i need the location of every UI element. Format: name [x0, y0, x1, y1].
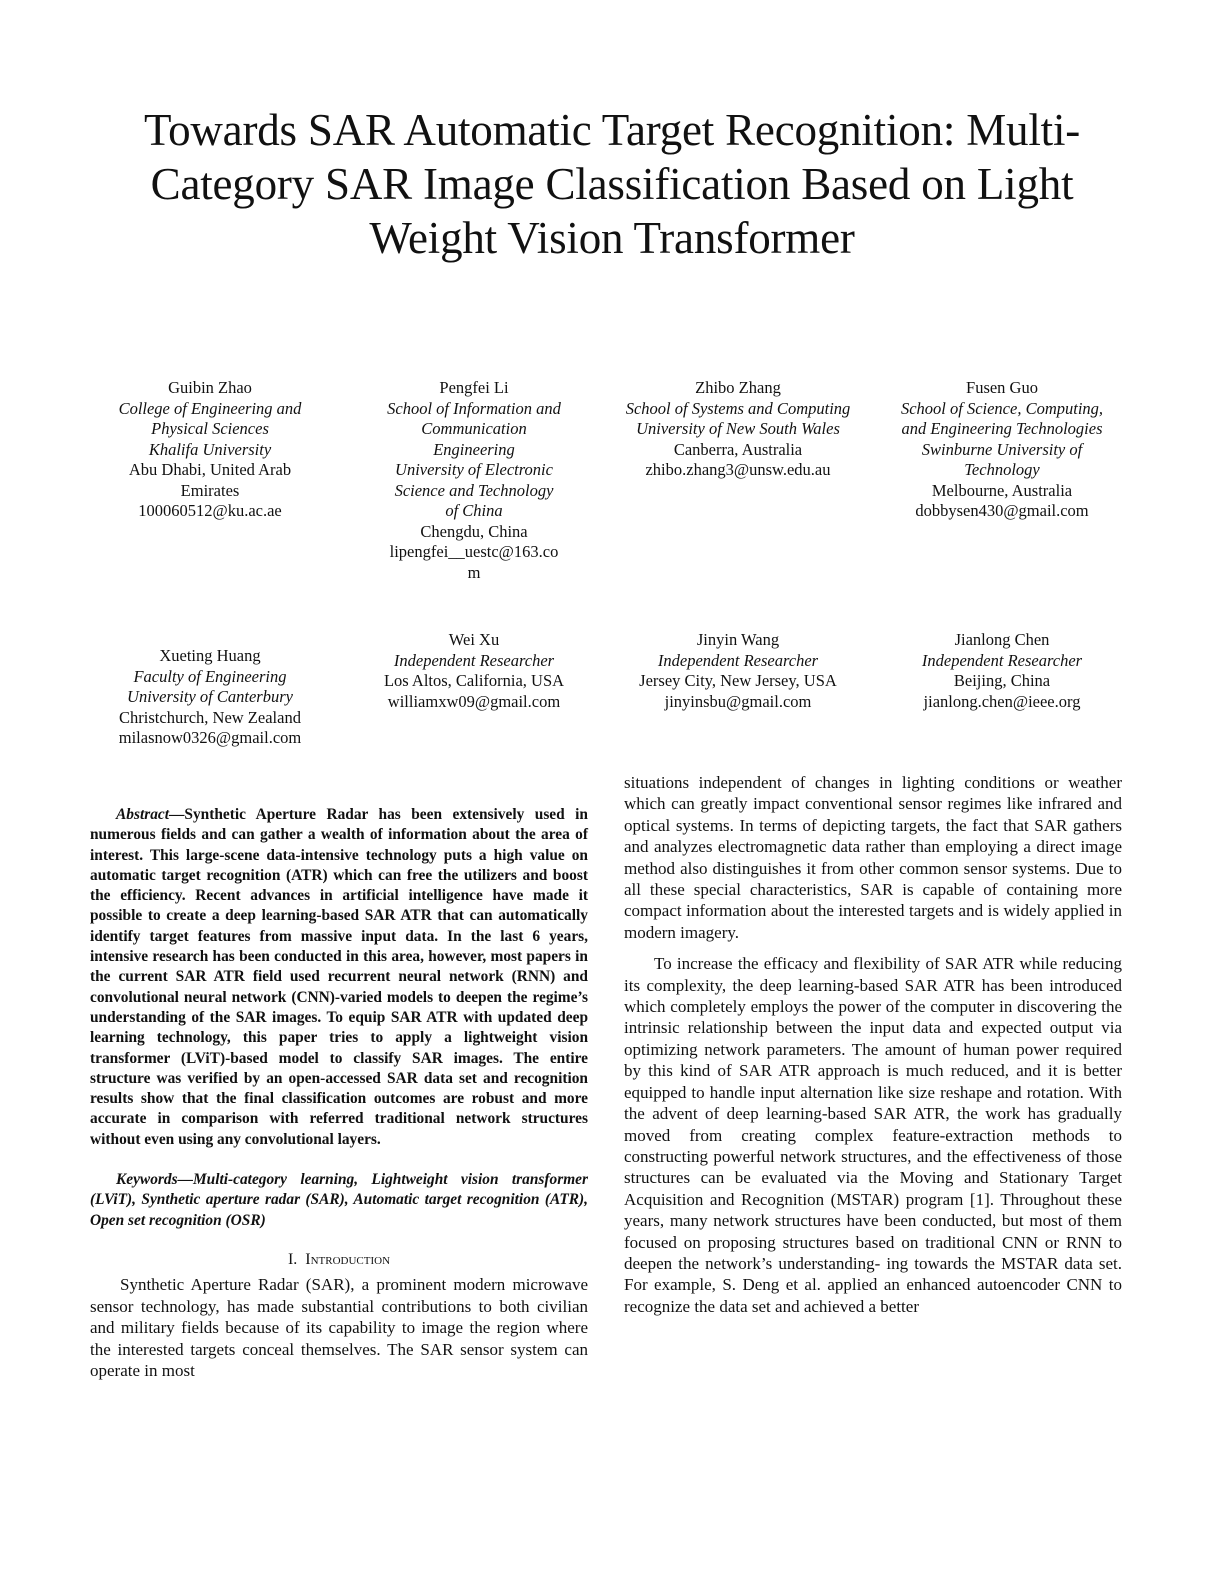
paper-title: Towards SAR Automatic Target Recognition: Multi-Category SAR Image Classification Based on Light Weight Vision Transformer [143, 105, 1081, 263]
author-affiliation: Independent Researcher [393, 650, 555, 670]
author-email: 100060512@ku.ac.ae [138, 501, 282, 520]
author-affiliation: Swinburne University of [921, 439, 1083, 459]
author-affiliation: School of Information and [387, 398, 561, 418]
author-block [354, 378, 594, 583]
author-block [608, 630, 868, 712]
author-email: zhibo.zhang3@unsw.edu.au [645, 460, 831, 479]
author-affiliation: Communication [421, 419, 527, 438]
author-email: williamxw09@gmail.com [387, 691, 561, 711]
author-affiliation: University of Electronic [395, 460, 553, 479]
author-block [608, 378, 868, 481]
body-paragraph: Synthetic Aperture Radar (SAR), a prominent modern microwave sensor technology, has made substantial contributions to both civilian and military fields because of its capability to image the region where the interested targets conceal themselves. The SAR sensor system can operate in most [90, 1275, 588, 1380]
author-affiliation: School of Science, Computing, [900, 398, 1104, 418]
author-name: Wei Xu [448, 630, 500, 649]
author-name: Fusen Guo [966, 378, 1038, 397]
author-name: Jinyin Wang [696, 630, 780, 649]
author-affiliation: Technology [964, 460, 1040, 479]
author-location: Beijing, China [953, 671, 1051, 690]
author-affiliation: of China [445, 501, 503, 520]
author-name: Jianlong Chen [954, 630, 1050, 649]
author-block [90, 378, 330, 522]
author-affiliation: and Engineering Technologies [901, 419, 1103, 438]
body-paragraph: situations independent of changes in lighting conditions or weather which can greatly impact conventional sensor regimes like infrared and optical systems. In terms of depicting targets, the fact that SAR gathers and analyzes electromagnetic data rather than employing a direct image method also distinguishes it from other common sensor systems. Due to all these special characteristics, SAR is capable of containing more compact information about the interested targets and is widely applied in modern imagery. [624, 773, 1122, 942]
author-name: Xueting Huang [159, 646, 261, 665]
author-affiliation: College of Engineering and [118, 398, 302, 418]
author-affiliation: School of Systems and Computing [625, 398, 851, 418]
left-column [90, 805, 588, 1381]
author-block [90, 646, 330, 749]
author-block [882, 630, 1122, 712]
author-name: Zhibo Zhang [695, 378, 781, 397]
author-location: Melbourne, Australia [931, 480, 1073, 500]
author-email: jinyinsbu@gmail.com [664, 691, 812, 711]
author-email: m [467, 562, 481, 582]
author-location: Christchurch, New Zealand [119, 707, 301, 727]
author-affiliation: University of New South Wales [636, 419, 840, 438]
author-email: jianlong.chen@ieee.org [923, 691, 1081, 711]
abstract [90, 805, 588, 1150]
abstract-label: Abstract [116, 806, 170, 823]
author-affiliation: University of Canterbury [127, 687, 293, 706]
author-location: Los Altos, California, USA [383, 671, 565, 690]
author-location: Jersey City, New Jersey, USA [639, 671, 837, 690]
author-affiliation: Engineering [433, 439, 515, 459]
author-email: milasnow0326@gmail.com [118, 728, 302, 747]
author-email: dobbysen430@gmail.com [915, 501, 1089, 520]
author-affiliation: Physical Sciences [151, 419, 269, 438]
section-number: I. [287, 1250, 298, 1268]
author-email: lipengfei__uestc@163.co [389, 542, 559, 561]
author-location: Emirates [180, 480, 240, 500]
body-paragraph: To increase the efficacy and flexibility of SAR ATR while reducing its complexity, the deep learning-based SAR ATR has been introduced which completely employs the power of the computer in discovering the intrinsic relationship between the input data and expected output via optimizing network parameters. The amount of human power required by this kind of SAR ATR approach is much reduced, and it is better equipped to handle input alternation like size reshape and rotation. With the advent of deep learning-based SAR ATR, the work has gradually moved from creating complex feature-extraction methods to constructing powerful network structures, and the effectiveness of those structures can be evaluated via the Moving and Stationary Target Acquisition and Recognition (MSTAR) program [1]. Throughout these years, many network structures have been conducted, but most of them focused on proposing structures based on traditional CNN or RNN to deepen the network’s understanding- ing towards the MSTAR data set. For example, S. Deng et al. applied an enhanced autoencoder CNN to recognize the data set and achieved a better [624, 954, 1122, 1316]
author-location: Canberra, Australia [673, 439, 803, 459]
author-block [882, 378, 1122, 522]
author-name: Pengfei Li [439, 378, 509, 397]
author-affiliation: Independent Researcher [921, 650, 1083, 670]
right-column [624, 772, 1122, 1317]
author-affiliation: Khalifa University [148, 439, 272, 459]
author-name: Guibin Zhao [168, 378, 252, 397]
author-affiliation: Faculty of Engineering [133, 666, 287, 686]
section-title: Introduction [305, 1250, 391, 1268]
author-location: Abu Dhabi, United Arab [128, 460, 292, 479]
section-heading [90, 1249, 588, 1270]
author-affiliation: Independent Researcher [657, 650, 819, 670]
abstract-text: —Synthetic Aperture Radar has been extensively used in numerous fields and can gather a wealth of information about the area of interest. This large-scene data-intensive technology puts a high value on automatic target recognition (ATR) which can free the utilizers and boost the efficiency. Recent advances in artificial intelligence have made it possible to create a deep learning-based SAR ATR that can automatically identify target features from massive input data. In the last 6 years, intensive research has been conducted in this area, however, most papers in the current SAR ATR field used recurrent neural network (RNN) and convolutional neural network (CNN)-varied models to deepen the regime’s understanding of the SAR images. To equip SAR ATR with updated deep learning technology, this paper tries to apply a lightweight vision transformer (LViT)-based model to classify SAR images. The entire structure was verified by an open-accessed SAR data set and recognition results show that the final classification outcomes are robust and more accurate in comparison with referred traditional network structures without even using any convolutional layers. [90, 806, 588, 1148]
author-affiliation: Science and Technology [394, 480, 554, 500]
author-block [354, 630, 594, 712]
author-location: Chengdu, China [420, 521, 528, 541]
keywords: Keywords—Multi-category learning, Lightweight vision transformer (LViT), Synthetic aperture radar (SAR), Automatic target recognition (ATR), Open set recognition (OSR) [90, 1171, 588, 1229]
